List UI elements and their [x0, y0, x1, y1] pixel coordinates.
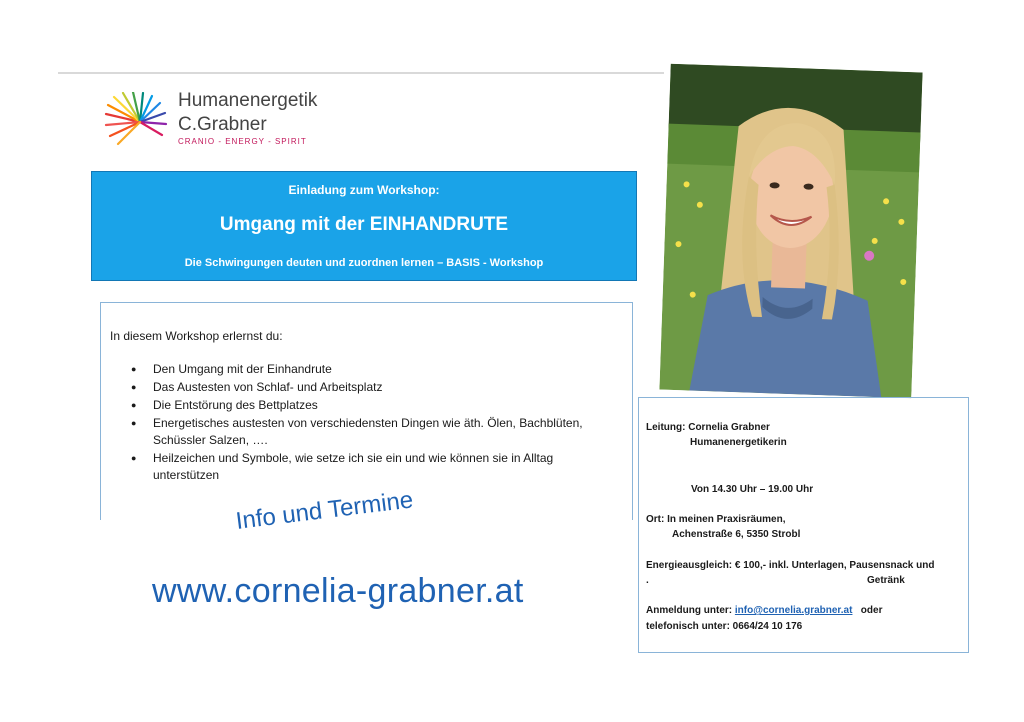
leitung-role: Humanenergetikerin [690, 437, 787, 448]
phone-line: telefonisch unter: 0664/24 10 176 [646, 621, 803, 632]
brand-tagline: CRANIO - ENERGY - SPIRIT [178, 137, 307, 146]
brand-name: Humanenergetik [178, 90, 318, 111]
workshop-banner [91, 171, 637, 281]
fee-line1: Energieausgleich: € 100,- inkl. Unterlagen, Pausensnack und [646, 560, 935, 571]
leitung-label: Leitung: [646, 422, 686, 433]
anmeldung-label: Anmeldung unter: [646, 605, 733, 616]
list-item: ● Energetisches austesten von verschiedensten Dingen wie äth. Ölen, Bachblüten, Schüssler Salzen, …. [131, 415, 611, 449]
leitung-name: Cornelia Grabner [688, 422, 770, 433]
portrait-photo [659, 64, 922, 399]
ort-line2: Achenstraße 6, 5350 Strobl [672, 529, 801, 540]
banner-kicker: Einladung zum Workshop: [288, 183, 440, 197]
event-time: Von 14.30 Uhr – 19.00 Uhr [691, 484, 814, 495]
website-link[interactable]: www.cornelia-grabner.at [152, 572, 524, 610]
fee-line2: Getränk [867, 575, 905, 586]
learning-intro: In diesem Workshop erlernst du: [110, 329, 283, 343]
workshop-subtitle: Die Schwingungen deuten und zuordnen lernen – BASIS - Workshop [184, 257, 544, 269]
colorful-sunburst-icon [104, 92, 168, 148]
oder-text: oder [860, 605, 883, 616]
learning-list [131, 361, 611, 485]
learning-goals-box [100, 302, 633, 520]
workshop-title: Umgang mit der EINHANDRUTE [219, 214, 509, 235]
top-divider [58, 72, 664, 74]
list-item: ● Den Umgang mit der Einhandrute [131, 361, 611, 378]
brand-owner: C.Grabner [178, 114, 267, 135]
brand-logo [104, 90, 364, 150]
email-link[interactable]: info@cornelia.grabner.at [734, 605, 853, 616]
list-item: ● Die Entstörung des Bettplatzes [131, 397, 611, 414]
list-item: ● Heilzeichen und Symbole, wie setze ich sie ein und wie können sie in Alltag unterstützen [131, 450, 611, 484]
list-item: ● Das Austesten von Schlaf- und Arbeitsplatz [131, 379, 611, 396]
ort-label: Ort: [646, 514, 665, 525]
info-heading: Info und Termine [234, 486, 415, 535]
fee-dot: . [646, 575, 649, 586]
ort-line1: In meinen Praxisräumen, [667, 514, 786, 525]
event-details-box [638, 397, 969, 653]
